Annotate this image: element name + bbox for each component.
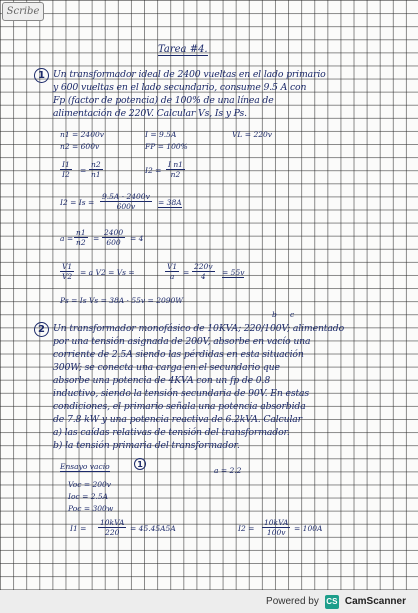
problem-2-line: de 7.8 kW y una potencia reactiva de 6.2kVA. Calcular <box>53 414 302 425</box>
result-value: = 38A <box>158 198 182 207</box>
formula-lhs: a = <box>60 234 74 243</box>
problem-2-line: por una tensión asignada de 200V, absorbe en vacío una <box>53 336 311 347</box>
fraction: $\frac{n2}{n1}$ <box>91 160 101 179</box>
scribe-logo: Scribe <box>2 2 44 21</box>
fraction: 10kVA 220 <box>100 518 125 537</box>
data-value: n2 = 600v <box>60 142 100 151</box>
mark-circle: 1 <box>134 458 146 470</box>
data-value: n1 = 2400v <box>60 130 104 139</box>
section-heading: Ensayo vacío <box>60 462 110 471</box>
data-value: Voc = 200v <box>68 480 112 489</box>
fraction: $\frac{V1}{V2}$ <box>62 262 73 281</box>
fraction: 10kVA 100v <box>264 518 289 537</box>
result-value: = 45.45A5A <box>130 524 176 533</box>
formula-lhs: I2 = <box>145 166 162 175</box>
powered-by-label: Powered by <box>266 596 319 607</box>
scanner-footer <box>0 590 418 613</box>
result-value: = 4 <box>130 234 144 243</box>
mark: c <box>290 310 295 319</box>
fraction: $\frac{I1}{I2}$ <box>62 160 70 179</box>
equals-sign: = <box>183 268 190 277</box>
problem-1-line: alimentación de 220V. Calcular Vs, Is y Ps. <box>53 108 247 119</box>
equals-sign: = <box>93 234 100 243</box>
fraction: $\frac{\text{I n1}}{n2}$ <box>168 160 183 179</box>
data-value: Poc = 300w <box>68 504 114 513</box>
camscanner-name: CamScanner <box>344 596 406 607</box>
fraction: $\frac{n1}{n2}$ <box>76 228 86 247</box>
power-result: Ps = Is Vs = 38A · 55v = 2090W <box>60 296 183 305</box>
problem-2-line: Un transformador monofásico de 10KVA; 220/100V; alimentado <box>53 323 345 334</box>
fraction: $\frac{V1}{a}$ <box>167 262 178 281</box>
problem-2-line: corriente de 2.5A siendo las pérdidas en esta situación <box>53 349 304 360</box>
problem-2-line: 300W; se conecta una carga en el secundario que <box>53 362 280 373</box>
data-value: FP = 100% <box>145 142 188 151</box>
fraction: $\frac{2400}{600}$ <box>104 228 124 247</box>
fraction: $\frac{220v}{4}$ <box>194 262 213 281</box>
page-title: Tarea #4. <box>158 44 208 55</box>
problem-2-line: b) la tensión primaria del transformador. <box>53 440 240 451</box>
problem-2-line: a) las caídas relativas de tensión del transformador. <box>53 427 290 438</box>
result-value: = 55v <box>222 268 245 277</box>
problem-1-line: y 600 vueltas en el lado secundario, consume 9.5 A con <box>53 82 307 93</box>
fraction: $\frac{9.5A \cdot 2400v}{600v}$ <box>102 192 150 211</box>
problem-1-line: Fp (factor de potencia) de 100% de una línea de <box>53 95 274 106</box>
formula-lhs: I1 = <box>70 524 87 533</box>
camscanner-logo-icon: CS <box>325 595 339 609</box>
formula-lhs: I2 = Is = <box>60 198 95 207</box>
problem-1-line: Un transformador ideal de 2400 vueltas en el lado primario <box>53 69 326 80</box>
data-value: Ioc = 2.5A <box>68 492 109 501</box>
problem-1-number: 1 <box>34 68 49 83</box>
mark: b <box>272 310 277 319</box>
ratio-value: a = 2.2 <box>214 466 242 475</box>
problem-2-number: 2 <box>34 322 49 337</box>
problem-2-line: absorbe una potencia de 4KVA con un fp de 0.8 <box>53 375 271 386</box>
problem-2-line: inductivo, siendo la tensión secundaria de 90V. En estas <box>53 388 310 399</box>
formula-middle: = a V2 = Vs = <box>80 268 135 277</box>
formula-lhs: I2 = <box>238 524 255 533</box>
equals-sign: = <box>80 166 87 175</box>
data-value: VL = 220v <box>232 130 273 139</box>
data-value: I = 9.5A <box>145 130 177 139</box>
problem-2-line: condiciones, el primario señala una potencia absorbida <box>53 401 306 412</box>
result-value: = 100A <box>294 524 323 533</box>
